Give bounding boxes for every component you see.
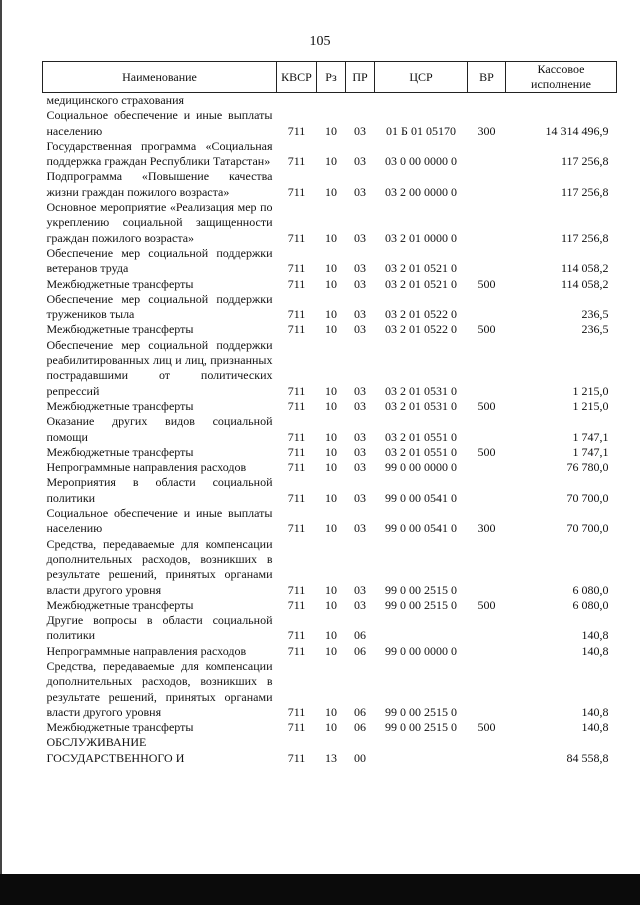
table-row [43, 139, 617, 170]
cell-vr [468, 93, 506, 109]
scan-bottom-edge [0, 874, 640, 905]
cell-rz: 10 [325, 383, 337, 398]
cell-rz: 10 [325, 307, 337, 322]
cell-csr: 99 0 00 0000 0 [385, 643, 457, 658]
cell-rz: 10 [325, 398, 337, 413]
cell-name: Обеспечение мер социальной поддержки ветеранов труда [46, 245, 273, 276]
cell-vr [468, 246, 506, 277]
cell-pr: 03 [354, 322, 366, 337]
cell-csr: 03 0 00 0000 0 [385, 154, 457, 169]
cell-pr: 03 [354, 429, 366, 444]
cell-name: Средства, передаваемые для компенсации дополнительных расходов, возникших в результате решений, принятых органами власти другого уровня [46, 658, 273, 719]
cell-kvsr: 711 [287, 154, 306, 169]
cell-kvsr: 711 [287, 704, 306, 719]
header-amount: Кассовое исполнение [506, 62, 617, 93]
cell-csr: 03 2 01 0000 0 [385, 230, 457, 245]
table-row [43, 613, 617, 644]
cell-name: Оказание других видов социальной помощи [46, 414, 273, 444]
cell-kvsr: 711 [287, 261, 306, 276]
cell-kvsr: 711 [287, 123, 306, 138]
table-row [43, 414, 617, 445]
cell-pr: 03 [354, 123, 366, 138]
table-row [43, 598, 617, 613]
cell-vr: 300 [477, 123, 496, 138]
cell-name: Межбюджетные трансферты [46, 322, 194, 337]
cell-name: ОБСЛУЖИВАНИЕ ГОСУДАРСТВЕННОГО И [46, 735, 185, 765]
cell-pr: 03 [354, 276, 366, 291]
cell-amount: 117 256,8 [560, 184, 609, 199]
header-pr: ПР [346, 62, 375, 93]
cell-pr: 06 [354, 628, 366, 643]
cell-kvsr: 711 [287, 720, 306, 735]
cell-pr: 06 [354, 704, 366, 719]
cell-rz: 10 [325, 490, 337, 505]
header-csr: ЦСР [375, 62, 468, 93]
cell-csr: 99 0 00 0541 0 [385, 490, 457, 505]
cell-kvsr: 711 [287, 444, 306, 459]
cell-rz: 10 [325, 429, 337, 444]
cell-amount: 1 747,1 [572, 429, 609, 444]
cell-csr [375, 93, 468, 109]
cell-csr: 99 0 00 2515 0 [385, 582, 457, 597]
cell-rz: 10 [325, 276, 337, 291]
cell-amount: 236,5 [581, 322, 609, 337]
cell-rz: 10 [325, 643, 337, 658]
cell-vr [468, 292, 506, 323]
header-rz: Рз [317, 62, 346, 93]
cell-rz: 10 [325, 444, 337, 459]
cell-name: Основное мероприятие «Реализация мер по укреплению социальной защищенности граждан пожилого возраста» [46, 200, 273, 245]
cell-amount: 114 058,2 [560, 261, 609, 276]
cell-amount: 140,8 [581, 720, 609, 735]
cell-vr [468, 200, 506, 246]
cell-kvsr: 711 [287, 490, 306, 505]
cell-vr: 500 [477, 322, 496, 337]
cell-name: Межбюджетные трансферты [46, 720, 194, 735]
cell-kvsr: 711 [287, 460, 306, 475]
table-row [43, 537, 617, 598]
cell-pr: 03 [354, 521, 366, 536]
cell-rz: 10 [325, 184, 337, 199]
cell-kvsr: 711 [287, 521, 306, 536]
cell-name: Межбюджетные трансферты [46, 398, 194, 413]
header-name: Наименование [43, 62, 277, 93]
cell-csr: 03 2 01 0531 0 [385, 383, 457, 398]
cell-rz: 10 [325, 123, 337, 138]
cell-csr: 03 2 01 0551 0 [385, 429, 457, 444]
table-row [43, 475, 617, 506]
cell-name: Социальное обеспечение и иные выплаты населению [46, 108, 273, 138]
cell-kvsr: 711 [287, 398, 306, 413]
cell-vr [468, 613, 506, 644]
cell-pr: 03 [354, 582, 366, 597]
cell-pr: 03 [354, 230, 366, 245]
table-row [43, 322, 617, 337]
cell-csr [375, 613, 468, 644]
cell-amount: 14 314 496,9 [545, 123, 609, 138]
cell-kvsr: 711 [287, 643, 306, 658]
cell-pr: 00 [354, 750, 366, 765]
cell-amount: 140,8 [581, 704, 609, 719]
cell-csr: 99 0 00 0000 0 [385, 460, 457, 475]
cell-rz: 10 [325, 521, 337, 536]
cell-name: Межбюджетные трансферты [46, 276, 194, 291]
table-header [43, 62, 617, 93]
cell-kvsr: 711 [287, 184, 306, 199]
cell-rz: 10 [325, 720, 337, 735]
cell-vr [468, 139, 506, 170]
cell-vr: 300 [477, 521, 496, 536]
cell-vr: 500 [477, 597, 496, 612]
cell-name: Межбюджетные трансферты [46, 597, 194, 612]
cell-kvsr: 711 [287, 750, 306, 765]
cell-rz: 10 [325, 597, 337, 612]
cell-name: Подпрограмма «Повышение качества жизни граждан пожилого возраста» [46, 169, 273, 199]
table-row [43, 200, 617, 246]
cell-name: Обеспечение мер социальной поддержки тружеников тыла [46, 291, 273, 322]
cell-pr: 03 [354, 490, 366, 505]
cell-amount: 117 256,8 [560, 154, 609, 169]
cell-vr [468, 460, 506, 475]
cell-pr: 06 [354, 643, 366, 658]
cell-vr [468, 414, 506, 445]
cell-pr: 03 [354, 261, 366, 276]
cell-vr [468, 735, 506, 766]
cell-vr [468, 537, 506, 598]
budget-execution-table [42, 61, 617, 766]
cell-amount: 70 700,0 [566, 521, 609, 536]
cell-csr: 03 2 01 0522 0 [385, 322, 457, 337]
cell-vr [468, 475, 506, 506]
cell-vr: 500 [477, 444, 496, 459]
cell-csr: 99 0 00 2515 0 [385, 704, 457, 719]
header-kvsr: КВСР [277, 62, 317, 93]
cell-pr: 03 [354, 307, 366, 322]
cell-kvsr: 711 [287, 276, 306, 291]
cell-vr: 500 [477, 720, 496, 735]
cell-pr: 06 [354, 720, 366, 735]
cell-kvsr [277, 93, 317, 109]
cell-pr: 03 [354, 398, 366, 413]
cell-amount: 140,8 [581, 628, 609, 643]
cell-rz: 13 [325, 750, 337, 765]
cell-name: Государственная программа «Социальная поддержка граждан Республики Татарстан» [46, 138, 273, 169]
table-row [43, 108, 617, 139]
cell-amount: 236,5 [581, 307, 609, 322]
table-body [43, 93, 617, 767]
cell-rz: 10 [325, 322, 337, 337]
cell-amount: 6 080,0 [572, 597, 609, 612]
cell-rz: 10 [325, 230, 337, 245]
cell-vr [468, 659, 506, 720]
cell-name: Непрограммные направления расходов [46, 643, 247, 658]
table-row [43, 399, 617, 414]
page-number: 105 [309, 34, 331, 49]
table-row [43, 659, 617, 720]
cell-rz: 10 [325, 582, 337, 597]
cell-csr: 99 0 00 0541 0 [385, 521, 457, 536]
table-row [43, 169, 617, 200]
cell-amount: 6 080,0 [572, 582, 609, 597]
cell-pr: 03 [354, 184, 366, 199]
cell-csr: 03 2 01 0521 0 [385, 276, 457, 291]
cell-amount [506, 93, 617, 109]
cell-name: Непрограммные направления расходов [46, 460, 247, 475]
cell-csr: 01 Б 01 05170 [386, 123, 456, 138]
table-row [43, 506, 617, 537]
cell-amount: 140,8 [581, 643, 609, 658]
cell-amount: 70 700,0 [566, 490, 609, 505]
cell-pr: 03 [354, 383, 366, 398]
cell-kvsr: 711 [287, 230, 306, 245]
cell-pr [346, 93, 375, 109]
cell-kvsr: 711 [287, 582, 306, 597]
cell-pr: 03 [354, 154, 366, 169]
cell-name: Межбюджетные трансферты [46, 444, 194, 459]
cell-name: Средства, передаваемые для компенсации дополнительных расходов, возникших в результате решений, принятых органами власти другого уровня [46, 536, 273, 597]
cell-csr: 03 2 01 0551 0 [385, 444, 457, 459]
table-row [43, 292, 617, 323]
cell-name: Обеспечение мер социальной поддержки реабилитированных лиц и лиц, признанных пострадавшими от политических репрессий [46, 337, 273, 398]
cell-csr: 99 0 00 2515 0 [385, 720, 457, 735]
table-row [43, 644, 617, 659]
cell-rz: 10 [325, 154, 337, 169]
cell-amount: 1 747,1 [572, 444, 609, 459]
table-row [43, 460, 617, 475]
cell-rz: 10 [325, 460, 337, 475]
cell-amount: 1 215,0 [572, 383, 609, 398]
cell-kvsr: 711 [287, 307, 306, 322]
cell-name: Другие вопросы в области социальной политики [46, 613, 273, 643]
table-row [43, 720, 617, 735]
cell-pr: 03 [354, 460, 366, 475]
table-row [43, 246, 617, 277]
cell-vr [468, 169, 506, 200]
cell-name: медицинского страхования [46, 93, 185, 107]
cell-vr: 500 [477, 398, 496, 413]
table-row [43, 445, 617, 460]
header-vr: ВР [468, 62, 506, 93]
table-row [43, 338, 617, 399]
cell-vr: 500 [477, 276, 496, 291]
cell-name: Мероприятия в области социальной политики [46, 475, 273, 505]
cell-csr: 99 0 00 2515 0 [385, 597, 457, 612]
cell-rz: 10 [325, 261, 337, 276]
table-row [43, 735, 617, 766]
cell-csr: 03 2 01 0521 0 [385, 261, 457, 276]
cell-kvsr: 711 [287, 597, 306, 612]
cell-rz: 10 [325, 704, 337, 719]
cell-kvsr: 711 [287, 383, 306, 398]
cell-amount: 117 256,8 [560, 230, 609, 245]
cell-csr [375, 735, 468, 766]
cell-kvsr: 711 [287, 429, 306, 444]
table-row [43, 93, 617, 109]
cell-rz [317, 93, 346, 109]
cell-amount: 1 215,0 [572, 398, 609, 413]
cell-amount: 114 058,2 [560, 276, 609, 291]
cell-pr: 03 [354, 597, 366, 612]
page-edge-line [0, 0, 2, 874]
cell-amount: 76 780,0 [566, 460, 609, 475]
cell-name: Социальное обеспечение и иные выплаты населению [46, 506, 273, 536]
cell-rz: 10 [325, 628, 337, 643]
cell-pr: 03 [354, 444, 366, 459]
cell-vr [468, 338, 506, 399]
cell-kvsr: 711 [287, 322, 306, 337]
cell-amount: 84 558,8 [566, 750, 609, 765]
cell-csr: 03 2 01 0522 0 [385, 307, 457, 322]
cell-vr [468, 644, 506, 659]
cell-csr: 03 2 00 0000 0 [385, 184, 457, 199]
cell-csr: 03 2 01 0531 0 [385, 398, 457, 413]
table-row [43, 277, 617, 292]
cell-kvsr: 711 [287, 628, 306, 643]
